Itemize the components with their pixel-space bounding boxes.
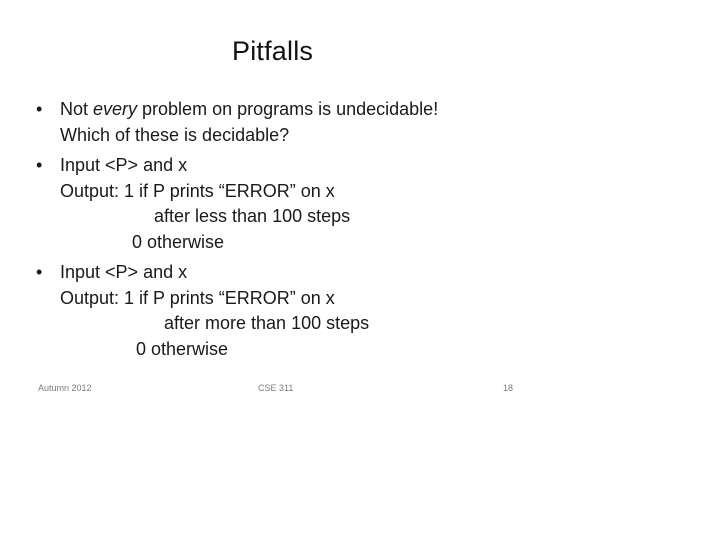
bullet-2-line-2: Output: 1 if P prints “ERROR” on x [60,180,335,201]
bullet-item-2 [36,153,686,255]
bullet-1-emphasis: every [93,99,138,119]
footer-course: CSE 311 [258,383,294,393]
bullet-1-line-1 [60,97,686,123]
bullet-icon: • [36,99,43,119]
bullet-2-line-3: after less than 100 steps [154,206,351,226]
bullet-item-3 [36,260,686,362]
bullet-3-line-4: 0 otherwise [136,338,229,359]
bullet-1-line-2: Which of these is decidable? [60,124,290,145]
bullet-list [36,97,686,367]
footer-page-number: 18 [503,383,514,393]
bullet-3-line-2: Output: 1 if P prints “ERROR” on x [60,287,335,308]
bullet-1-text-after: problem on programs is undecidable! [137,99,439,119]
bullet-2-line-1: Input <P> and x [60,155,188,175]
bullet-3-line-3: after more than 100 steps [164,313,370,333]
slide-title: Pitfalls [232,36,314,66]
bullet-1-text-before: Not [60,99,94,119]
bullet-2-line-4: 0 otherwise [132,231,225,252]
bullet-3-line-1: Input <P> and x [60,262,188,282]
bullet-item-1 [36,97,686,148]
bullet-icon: • [36,262,43,282]
bullet-icon: • [36,155,43,175]
footer-date: Autumn 2012 [38,383,92,393]
